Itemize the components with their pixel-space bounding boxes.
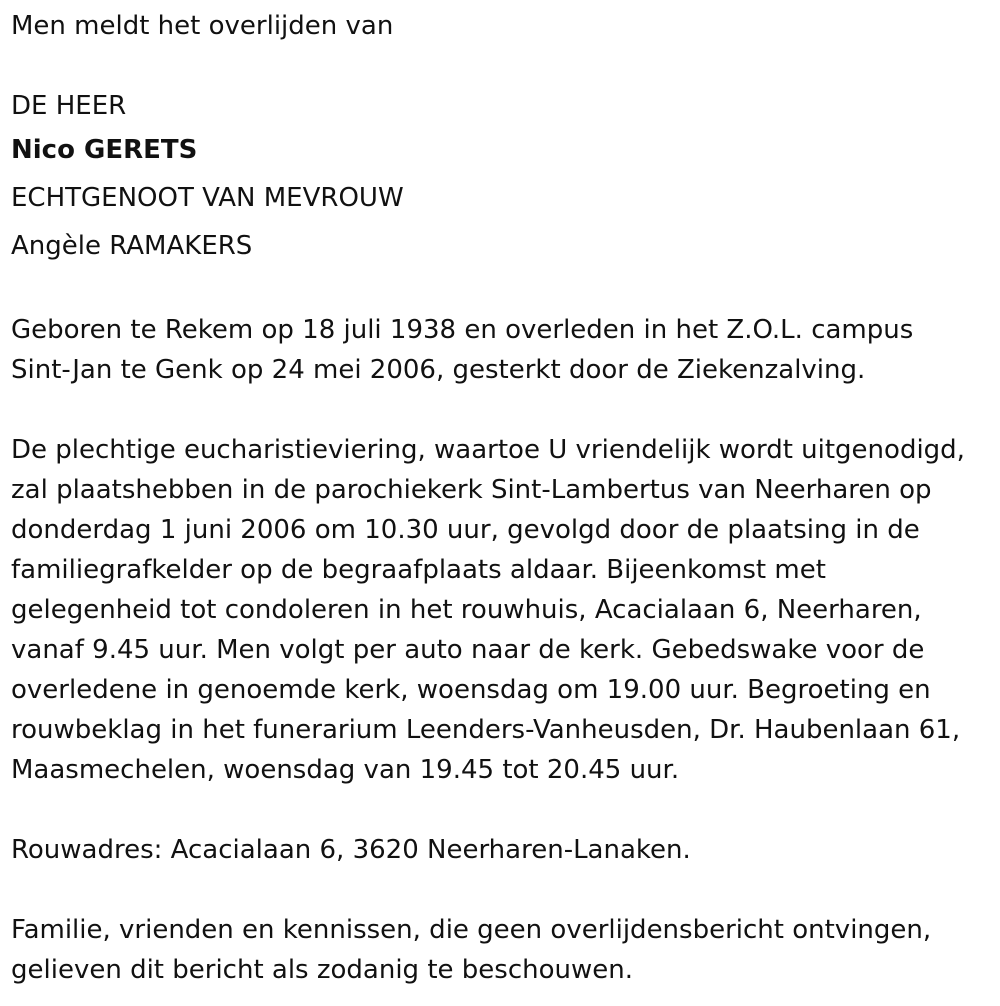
spacer	[11, 390, 996, 430]
spouse-name: Angèle RAMAKERS	[11, 231, 253, 261]
paragraph-line: gelegenheid tot condoleren in het rouwhuis, Acacialaan 6, Neerharen,	[11, 595, 922, 625]
paragraph-line: rouwbeklag in het funerarium Leenders-Vanheusden, Dr. Haubenlaan 61,	[11, 715, 961, 745]
closing-paragraph	[11, 910, 996, 990]
paragraph-line: zal plaatshebben in de parochiekerk Sint-Lambertus van Neerharen op	[11, 475, 932, 505]
spacer	[11, 270, 996, 310]
mourning-address: Rouwadres: Acacialaan 6, 3620 Neerharen-Lanaken.	[11, 835, 691, 865]
spacer	[11, 46, 996, 86]
paragraph-line: Maasmechelen, woensdag van 19.45 tot 20.45 uur.	[11, 755, 680, 785]
paragraph-line: Familie, vrienden en kennissen, die geen overlijdensbericht ontvingen,	[11, 915, 932, 945]
obituary-document	[11, 6, 996, 990]
paragraph-line: De plechtige eucharistieviering, waartoe U vriendelijk wordt uitgenodigd,	[11, 435, 965, 465]
deceased-name: Nico GERETS	[11, 135, 198, 165]
spacer	[11, 790, 996, 830]
deceased-title: DE HEER	[11, 91, 127, 121]
paragraph-line: gelieven dit bericht als zodanig te beschouwen.	[11, 955, 633, 985]
paragraph-line: Sint-Jan te Genk op 24 mei 2006, gesterkt door de Ziekenzalving.	[11, 355, 866, 385]
paragraph-line: Geboren te Rekem op 18 juli 1938 en overleden in het Z.O.L. campus	[11, 315, 914, 345]
paragraph-line: overledene in genoemde kerk, woensdag om 19.00 uur. Begroeting en	[11, 675, 931, 705]
ceremony-paragraph	[11, 430, 996, 790]
paragraph-line: vanaf 9.45 uur. Men volgt per auto naar de kerk. Gebedswake voor de	[11, 635, 925, 665]
intro-text: Men meldt het overlijden van	[11, 11, 394, 41]
relation-text: ECHTGENOOT VAN MEVROUW	[11, 183, 404, 213]
paragraph-line: familiegrafkelder op de begraafplaats aldaar. Bijeenkomst met	[11, 555, 826, 585]
paragraph-line: donderdag 1 juni 2006 om 10.30 uur, gevolgd door de plaatsing in de	[11, 515, 920, 545]
birth-death-paragraph	[11, 310, 996, 390]
spacer	[11, 870, 996, 910]
